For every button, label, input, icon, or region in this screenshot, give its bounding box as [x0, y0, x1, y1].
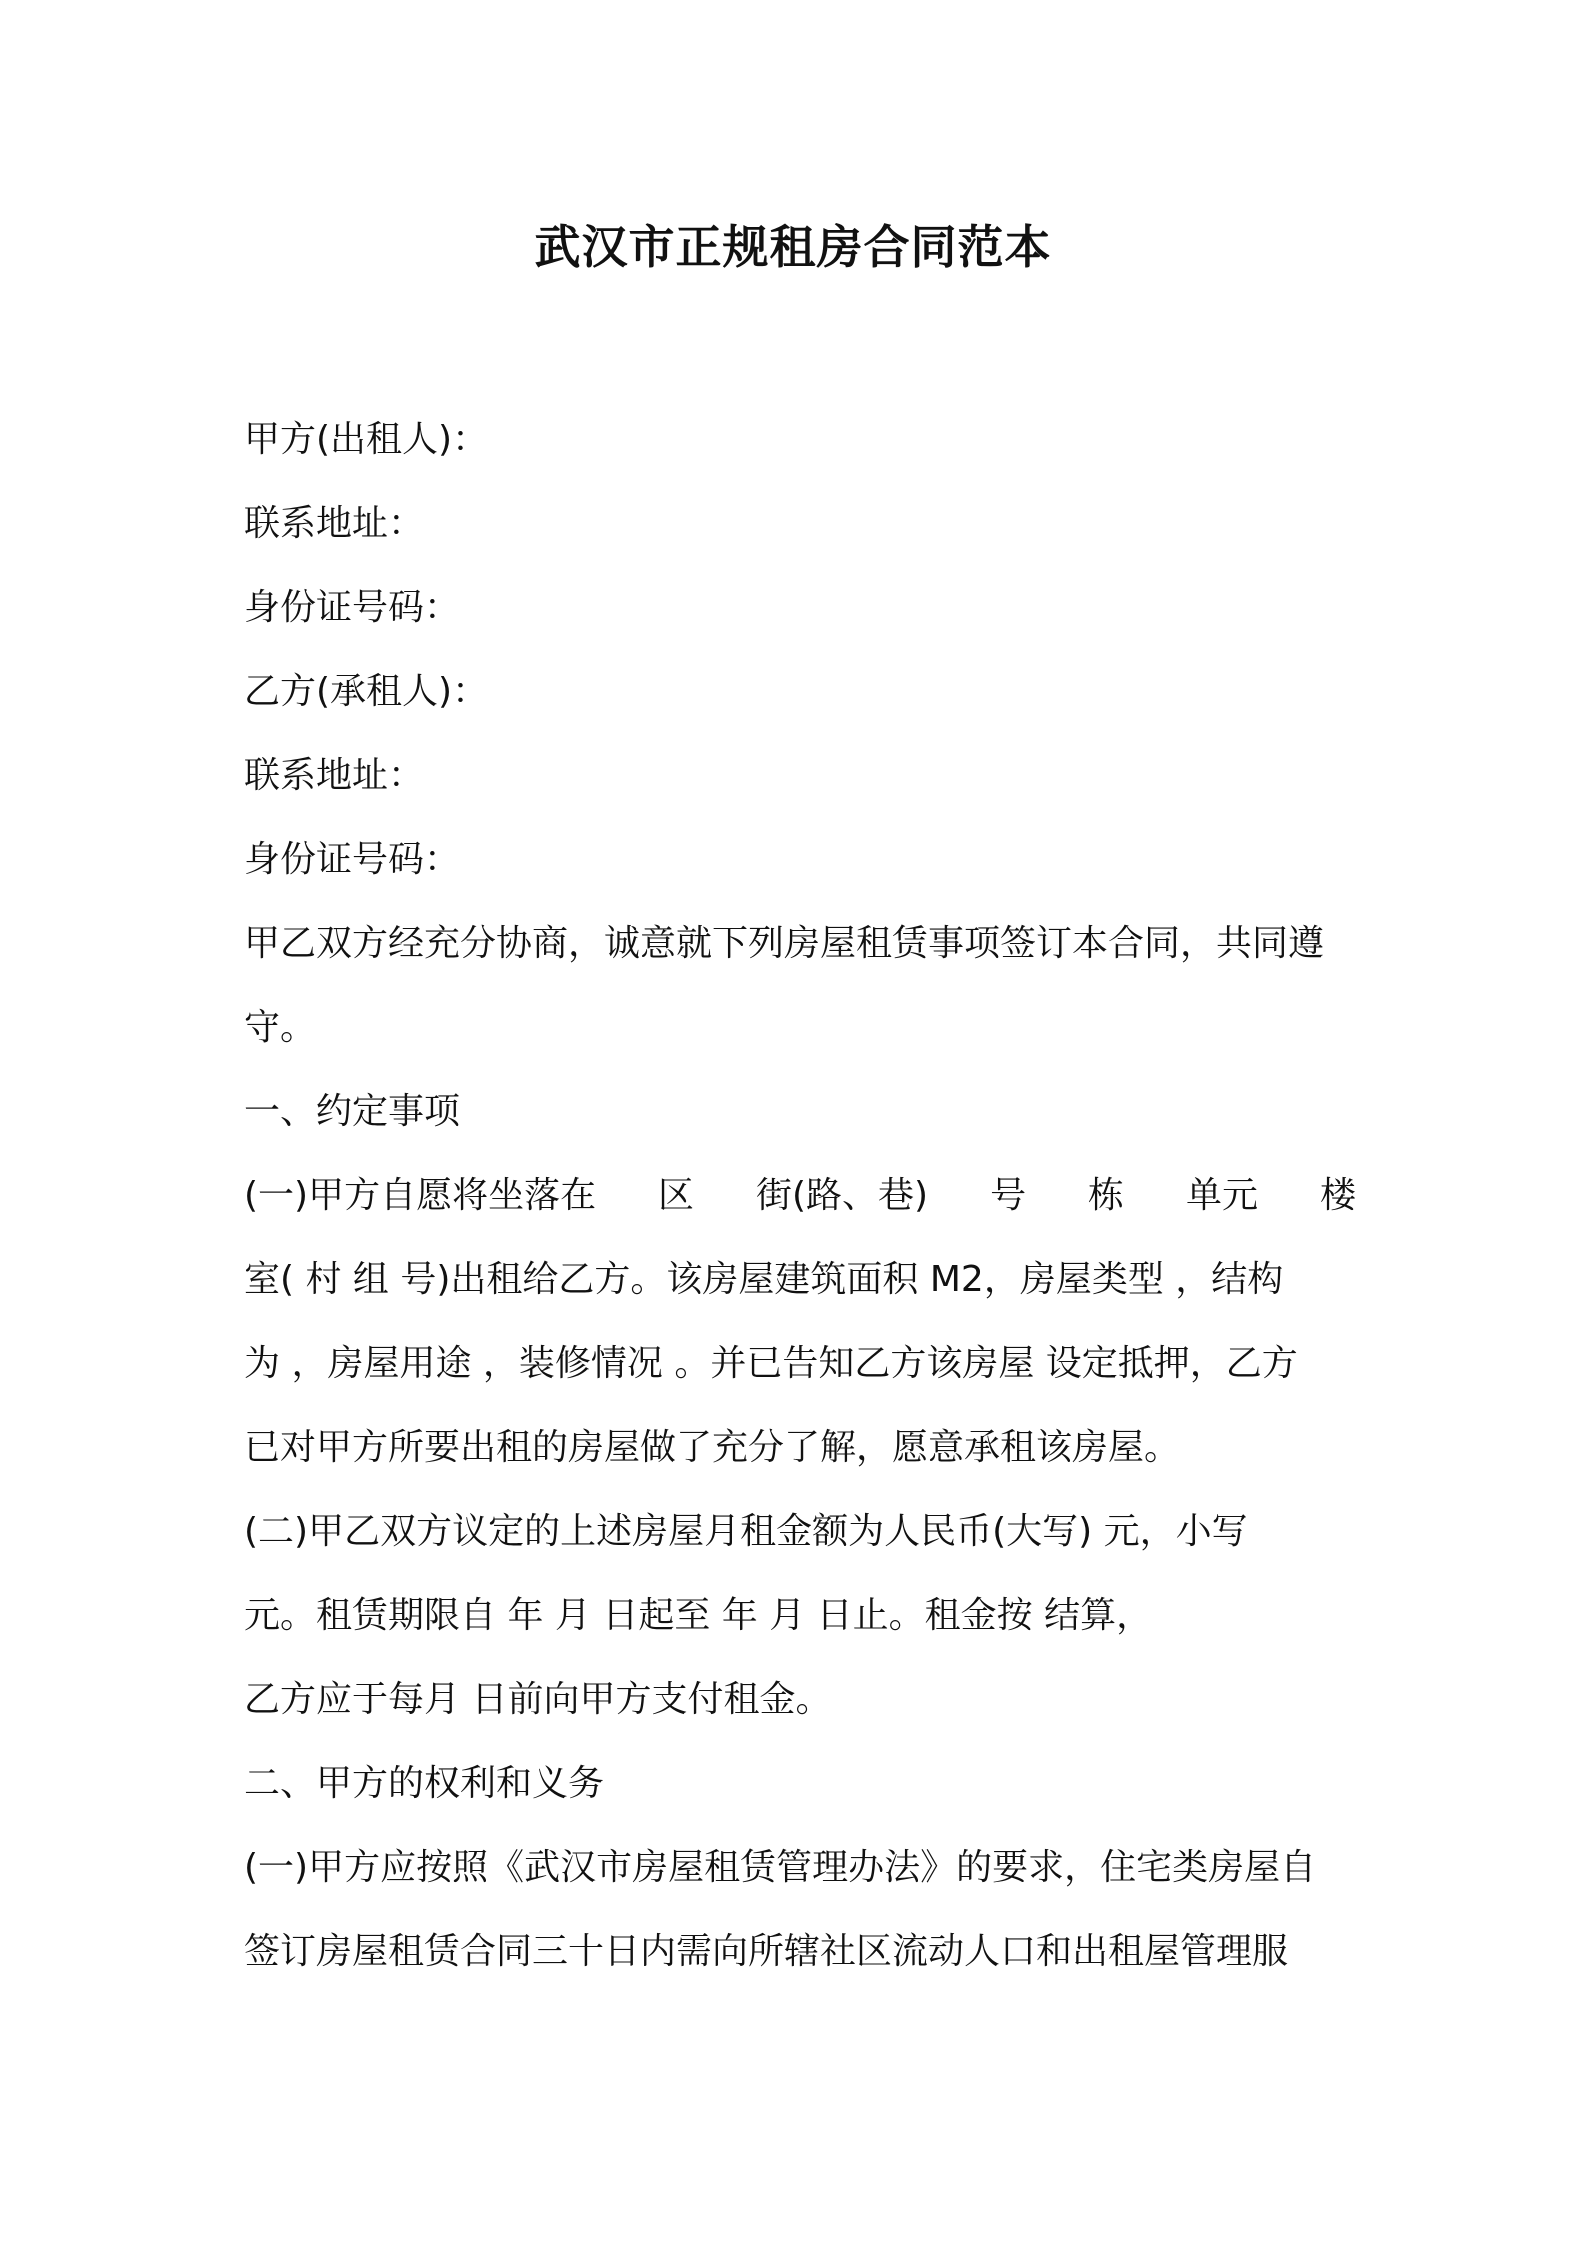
clause-fragment: (一)甲方自愿将坐落在 — [244, 1175, 597, 1216]
party-b-address-field: 联系地址： — [244, 755, 425, 796]
clause-line: 室( 村 组 号)出租给乙方。该房屋建筑面积 M2，房屋类型 ，结构 — [244, 1259, 1284, 1300]
clause-fragment: 区 — [658, 1175, 695, 1216]
document-title: 武汉市正规租房合同范本 — [534, 220, 1052, 274]
clause-fragment: 街(路、巷) — [756, 1175, 929, 1216]
clause-fragment: 楼 — [1319, 1175, 1356, 1216]
clause-line: 为 ，房屋用途 ，装修情况 。并已告知乙方该房屋 设定抵押，乙方 — [244, 1343, 1298, 1384]
preamble-line: 守。 — [244, 1007, 317, 1048]
contract-body — [244, 398, 1356, 1994]
party-a-address-field: 联系地址： — [244, 503, 425, 544]
preamble-line: 甲乙双方经充分协商，诚意就下列房屋租赁事项签订本合同，共同遵 — [244, 923, 1325, 964]
clause-line: 乙方应于每月 日前向甲方支付租金。 — [244, 1679, 832, 1720]
clause-line: 签订房屋租赁合同三十日内需向所辖社区流动人口和出租屋管理服 — [244, 1931, 1289, 1972]
clause-fragment: 号 — [990, 1175, 1027, 1216]
clause-fragment: 单元 — [1186, 1175, 1259, 1216]
clause-line: 元。租赁期限自 年 月 日起至 年 月 日止。租金按 结算， — [244, 1595, 1153, 1636]
party-b-id-field: 身份证号码： — [244, 839, 461, 880]
party-b-field: 乙方(承租人)： — [244, 671, 489, 712]
clause-line — [244, 1154, 1356, 1238]
clause-line: (二)甲乙双方议定的上述房屋月租金额为人民币(大写) 元，小写 — [244, 1511, 1248, 1552]
clause-line: 已对甲方所要出租的房屋做了充分了解，愿意承租该房屋。 — [244, 1427, 1181, 1468]
party-a-id-field: 身份证号码： — [244, 587, 461, 628]
party-a-field: 甲方(出租人)： — [244, 419, 489, 460]
clause-fragment: 栋 — [1088, 1175, 1125, 1216]
section-heading: 一、约定事项 — [244, 1091, 461, 1132]
section-heading: 二、甲方的权利和义务 — [244, 1763, 605, 1804]
clause-line: (一)甲方应按照《武汉市房屋租赁管理办法》的要求，住宅类房屋自 — [244, 1847, 1317, 1888]
